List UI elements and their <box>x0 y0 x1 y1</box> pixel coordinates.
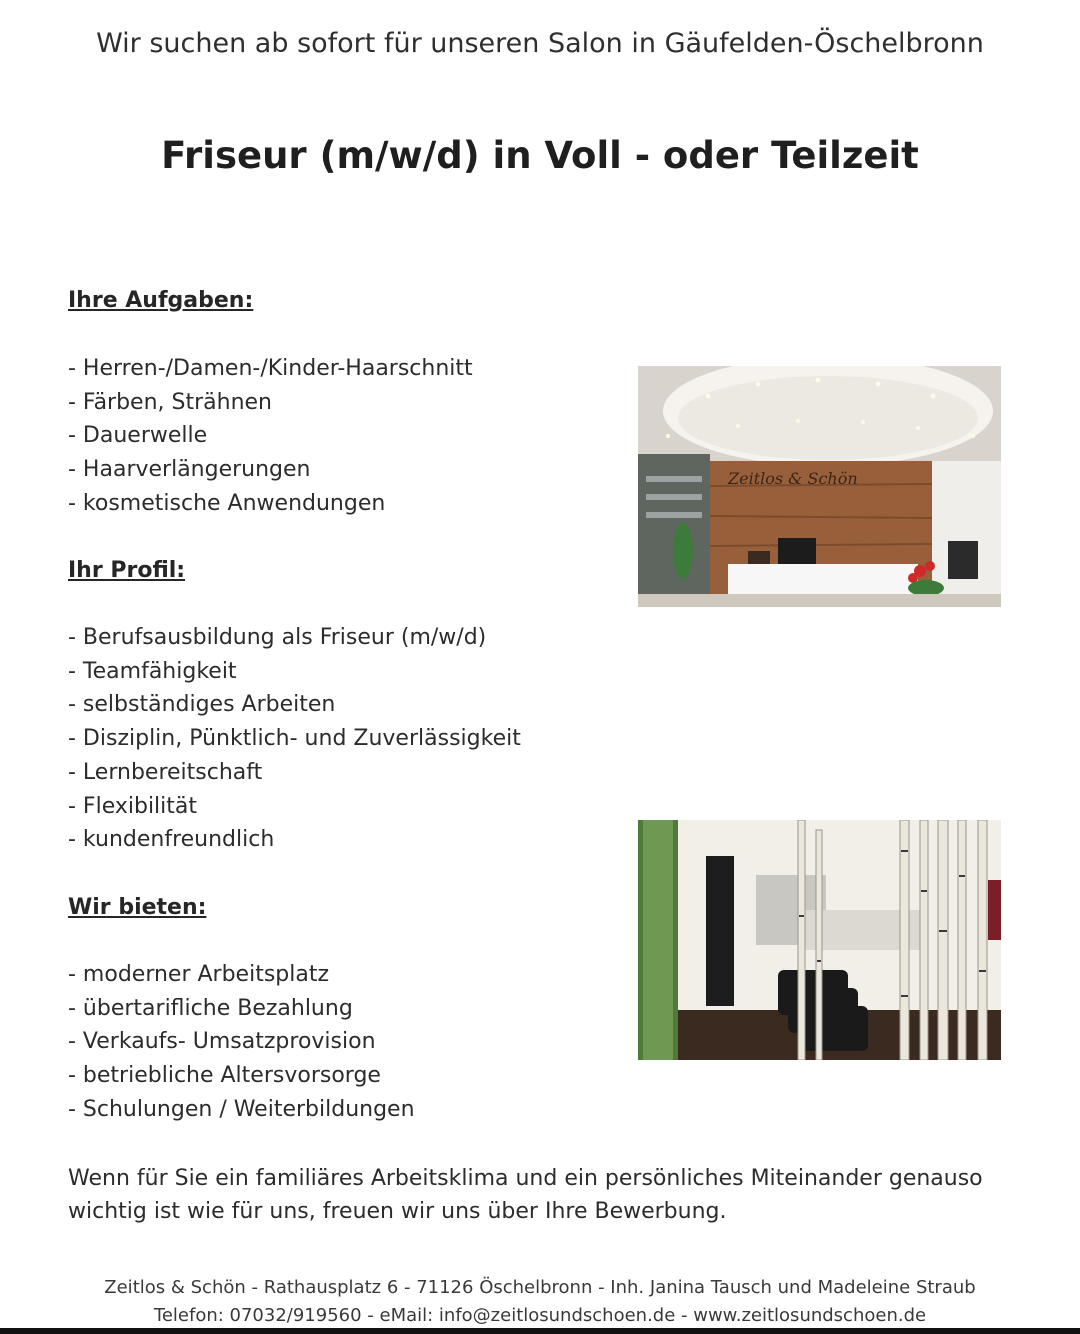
salon-interior-photo <box>638 820 1001 1060</box>
list-item: - Dauerwelle <box>68 423 208 449</box>
list-item: - Lernbereitschaft <box>68 759 263 785</box>
heading-aufgaben: Ihre Aufgaben: <box>68 288 254 313</box>
list-item: - Schulungen / Weiterbildungen <box>68 1096 415 1122</box>
list-item: - moderner Arbeitsplatz <box>68 962 330 987</box>
closing-paragraph: Wenn für Sie ein familiäres Arbeitsklima und ein persönliches Miteinander genauso wichtig ist wie für uns, freuen wir uns über Ihre Bewerbung. <box>68 1166 983 1224</box>
list-aufgaben <box>68 352 473 521</box>
list-item: - kundenfreundlich <box>68 827 275 853</box>
list-item: - Haarverlängerungen <box>68 457 311 483</box>
list-item: - betriebliche Altersvorsorge <box>68 1063 381 1089</box>
list-item: - übertarifliche Bezahlung <box>68 995 353 1021</box>
list-profil <box>68 621 521 857</box>
reception-wall-lettering: Zeitlos & Schön <box>728 469 858 488</box>
footer-address: Zeitlos & Schön - Rathausplatz 6 - 71126 Öschelbronn - Inh. Janina Tausch und Madeleine Straub <box>104 1277 976 1298</box>
list-item: - kosmetische Anwendungen <box>68 490 386 516</box>
list-item: - Disziplin, Pünktlich- und Zuverlässigkeit <box>68 726 521 752</box>
list-item: - Färben, Strähnen <box>68 389 273 415</box>
list-item: - Flexibilität <box>68 793 198 819</box>
list-wir-bieten <box>68 958 415 1127</box>
list-item: - Verkaufs- Umsatzprovision <box>68 1029 376 1055</box>
footer-contact: Telefon: 07032/919560 - eMail: info@zeitlosundschoen.de - www.zeitlosundschoen.de <box>153 1305 927 1326</box>
list-item: - Herren-/Damen-/Kinder-Haarschnitt <box>68 356 473 381</box>
list-item: - Berufsausbildung als Friseur (m/w/d) <box>68 625 487 650</box>
bottom-divider <box>0 1328 1080 1334</box>
salon-reception-photo <box>638 366 1001 607</box>
heading-wir-bieten: Wir bieten: <box>68 895 207 920</box>
heading-profil: Ihr Profil: <box>68 558 186 583</box>
list-item: - Teamfähigkeit <box>68 658 237 684</box>
intro-text: Wir suchen ab sofort für unseren Salon in Gäufelden-Öschelbronn <box>96 28 984 59</box>
list-item: - selbständiges Arbeiten <box>68 692 336 718</box>
job-title: Friseur (m/w/d) in Voll - oder Teilzeit <box>161 134 919 177</box>
